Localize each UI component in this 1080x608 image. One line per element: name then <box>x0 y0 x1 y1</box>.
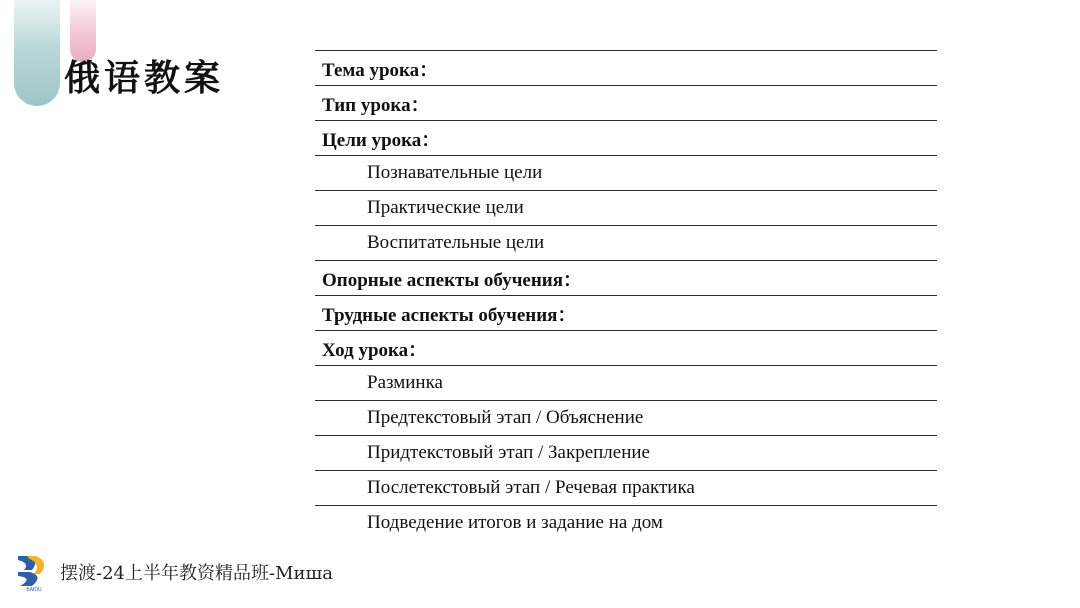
plan-row-difficult-aspects: Трудные аспекты обучения： <box>315 295 937 330</box>
footer <box>14 552 333 592</box>
logo-wordmark: BAIDU <box>26 587 42 592</box>
plan-row-warmup: Разминка <box>315 365 937 400</box>
plan-row-while-text: Придтекстовый этап / Закрепление <box>315 435 937 470</box>
plan-row-cognitive-goals: Познавательные цели <box>315 155 937 190</box>
footer-caption: 摆渡-24上半年教资精品班-Миша <box>60 563 333 584</box>
plan-row-practical-goals: Практические цели <box>315 190 937 225</box>
plan-row-post-text: Послетекстовый этап / Речевая практика <box>315 470 937 505</box>
plan-row-goals: Цели урока： <box>315 120 937 155</box>
plan-row-educational-goals: Воспитательные цели <box>315 225 937 260</box>
page-title: 俄语教案 <box>64 57 225 99</box>
plan-row-pre-text: Предтекстовый этап / Объяснение <box>315 400 937 435</box>
plan-row-lesson-procedure: Ход урока： <box>315 330 937 365</box>
decorative-pink-bar <box>70 0 96 62</box>
plan-row-topic: Тема урока： <box>315 50 937 85</box>
plan-row-key-aspects: Опорные аспекты обучения： <box>315 260 937 295</box>
lesson-plan-table <box>315 50 937 540</box>
plan-row-type: Тип урока： <box>315 85 937 120</box>
baidu-logo-icon <box>14 552 54 592</box>
plan-row-summary-homework: Подведение итогов и задание на дом <box>315 505 937 540</box>
decorative-teal-bar <box>14 0 60 106</box>
